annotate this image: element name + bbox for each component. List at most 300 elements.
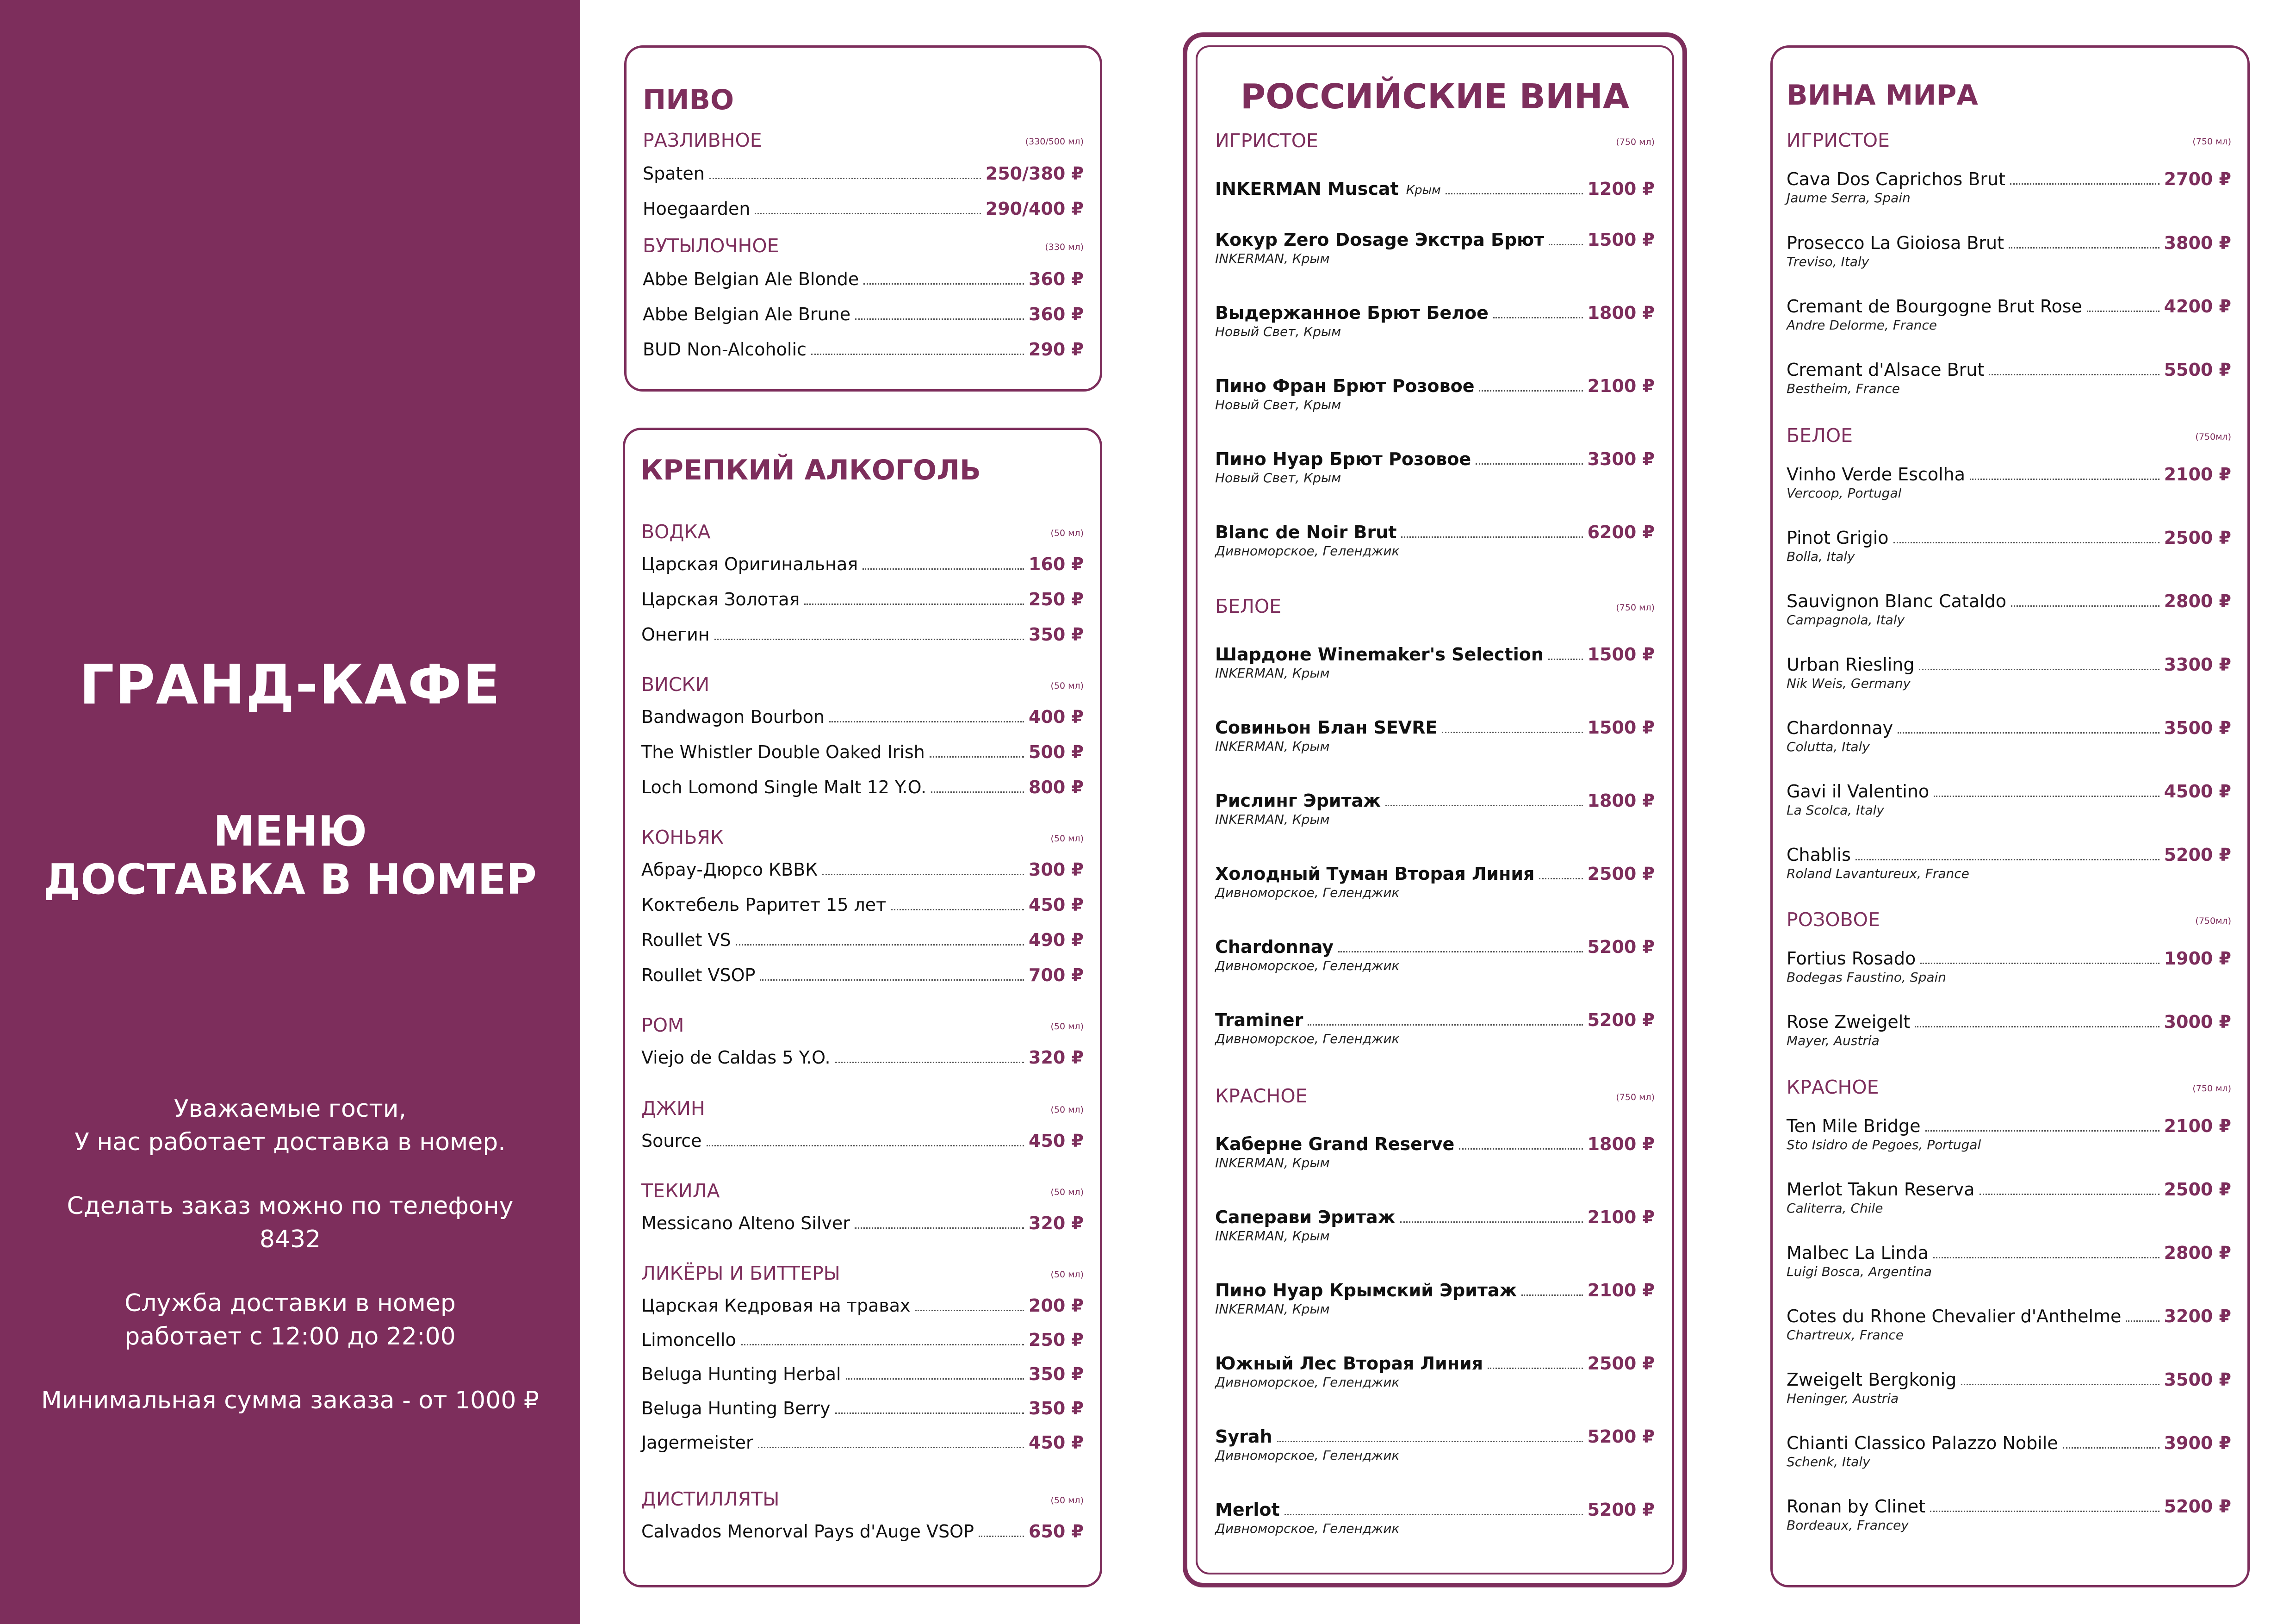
item-price: 2500 ₽ <box>1588 864 1655 884</box>
section-volume: (50 мл) <box>1050 1105 1084 1115</box>
item-price: 1500 ₽ <box>1588 230 1655 250</box>
item-origin: Bolla, Italy <box>1787 549 1855 564</box>
dot-leader <box>1521 1294 1582 1296</box>
menu-item <box>1787 169 2231 205</box>
item-price: 5200 ₽ <box>2164 1496 2231 1517</box>
dot-leader <box>1989 374 2159 375</box>
menu-item <box>1787 1179 2231 1216</box>
menu-item <box>641 624 1084 652</box>
delivery-notice <box>0 1092 580 1448</box>
dot-leader <box>1919 669 2159 670</box>
dot-leader <box>1479 390 1582 392</box>
item-price: 200 ₽ <box>1029 1295 1084 1316</box>
menu-item <box>1215 179 1655 206</box>
item-price: 350 ₽ <box>1029 624 1084 645</box>
dot-leader <box>1446 193 1583 194</box>
spirits-panel <box>623 428 1102 1587</box>
item-price: 2100 ₽ <box>2164 1116 2231 1136</box>
item-name: Abbe Belgian Ale Blonde <box>643 269 859 289</box>
section-name: БЕЛОЕ <box>1787 424 1853 447</box>
russian-wines-panel <box>1183 32 1687 1587</box>
menu-item <box>1787 1012 2231 1048</box>
menu-item <box>1215 230 1655 266</box>
notice-line: Уважаемые гости, <box>174 1095 407 1123</box>
menu-item <box>641 1330 1084 1357</box>
section-volume: (50 мл) <box>1050 834 1084 844</box>
section-header <box>641 1488 1084 1510</box>
item-price: 450 ₽ <box>1029 1432 1084 1453</box>
menu-item <box>1787 360 2231 396</box>
menu-item <box>1787 781 2231 818</box>
section-volume: (750мл) <box>2195 432 2231 442</box>
item-price: 400 ₽ <box>1029 707 1084 727</box>
dot-leader <box>855 318 1024 320</box>
menu-item <box>1787 1496 2231 1533</box>
item-price: 1500 ₽ <box>1588 717 1655 738</box>
dot-leader <box>2063 1447 2159 1449</box>
section-volume: (750 мл) <box>2192 137 2231 147</box>
menu-item <box>1215 717 1655 754</box>
item-name: Limoncello <box>641 1330 736 1350</box>
section-name: ЛИКЁРЫ И БИТТЕРЫ <box>641 1262 840 1284</box>
item-name: Рислинг Эритаж <box>1215 790 1381 811</box>
brand-subtitle-line-1: МЕНЮ <box>213 807 367 856</box>
item-origin: INKERMAN, Крым <box>1215 812 1330 827</box>
notice-paragraph-hours <box>0 1287 580 1353</box>
item-name: Loch Lomond Single Malt 12 Y.O. <box>641 777 927 797</box>
brand-title: ГРАНД-КАФЕ <box>79 653 501 716</box>
item-name: Hoegaarden <box>643 199 751 219</box>
menu-item <box>1215 449 1655 485</box>
item-name: Ten Mile Bridge <box>1787 1116 1921 1136</box>
item-name: Царская Оригинальная <box>641 554 858 574</box>
item-name: Gavi il Valentino <box>1787 781 1930 802</box>
item-name: Abbe Belgian Ale Brune <box>643 304 851 324</box>
item-origin: INKERMAN, Крым <box>1215 1301 1330 1317</box>
section-header <box>641 826 1084 848</box>
menu-item <box>643 304 1084 332</box>
notice-line: Сделать заказ можно по телефону <box>67 1192 514 1220</box>
item-price: 490 ₽ <box>1029 930 1084 950</box>
item-name: Холодный Туман Вторая Линия <box>1215 864 1535 884</box>
section-header <box>1215 595 1655 617</box>
item-name: Urban Riesling <box>1787 654 1915 675</box>
dot-leader <box>835 1412 1024 1414</box>
notice-line: Минимальная сумма заказа - от 1000 ₽ <box>41 1387 540 1414</box>
notice-line: работает с 12:00 до 22:00 <box>124 1323 456 1350</box>
dot-leader <box>846 1378 1024 1380</box>
item-name: BUD Non-Alcoholic <box>643 339 807 360</box>
menu-item <box>641 1295 1084 1323</box>
item-price: 3000 ₽ <box>2164 1012 2231 1032</box>
item-name: Cava Dos Caprichos Brut <box>1787 169 2005 189</box>
menu-item <box>1215 790 1655 827</box>
section-header <box>641 1097 1084 1120</box>
menu-item <box>1215 1426 1655 1463</box>
item-origin: Nik Weis, Germany <box>1787 676 1911 691</box>
dot-leader <box>822 874 1024 875</box>
item-price: 2100 ₽ <box>1588 1207 1655 1227</box>
item-price: 320 ₽ <box>1029 1047 1084 1068</box>
item-name: Cotes du Rhone Chevalier d'Anthelme <box>1787 1306 2122 1326</box>
menu-item <box>1215 1010 1655 1046</box>
item-name: Cremant d'Alsace Brut <box>1787 360 1985 380</box>
dot-leader <box>1980 1194 2159 1195</box>
item-origin: Caliterra, Chile <box>1787 1201 1883 1216</box>
item-origin: Дивноморское, Геленджик <box>1215 1375 1400 1390</box>
item-name: Абрау-Дюрсо КВВК <box>641 859 818 880</box>
item-price: 3800 ₽ <box>2164 233 2231 253</box>
item-origin: Chartreux, France <box>1787 1327 1904 1343</box>
menu-item <box>1215 1207 1655 1244</box>
section-volume: (50 мл) <box>1050 1269 1084 1280</box>
dot-leader <box>714 639 1024 640</box>
dot-leader <box>915 1310 1024 1311</box>
menu-item <box>1215 522 1655 559</box>
dot-leader <box>1548 659 1583 660</box>
section-header <box>641 673 1084 696</box>
item-origin: Bodegas Faustino, Spain <box>1787 970 1947 985</box>
section-name: ТЕКИЛА <box>641 1180 720 1202</box>
dot-leader <box>931 791 1024 793</box>
item-price: 1500 ₽ <box>1588 644 1655 665</box>
item-price: 3500 ₽ <box>2164 718 2231 738</box>
item-price: 5200 ₽ <box>1588 1010 1655 1030</box>
item-name: Chablis <box>1787 845 1851 865</box>
section-volume: (330 мл) <box>1045 242 1084 252</box>
section-volume: (750 мл) <box>1616 603 1655 613</box>
menu-item <box>1787 654 2231 691</box>
item-price: 700 ₽ <box>1029 965 1084 985</box>
item-price: 290/400 ₽ <box>986 199 1084 219</box>
menu-item <box>1215 864 1655 900</box>
brand-subtitle <box>0 808 580 904</box>
item-price: 500 ₽ <box>1029 742 1084 762</box>
section-header <box>641 1262 1084 1284</box>
dot-leader <box>1308 1024 1582 1026</box>
section-header <box>641 521 1084 543</box>
section-name: КРАСНОЕ <box>1215 1085 1308 1107</box>
dot-leader <box>863 568 1024 570</box>
item-price: 2500 ₽ <box>2164 528 2231 548</box>
item-name: Пино Нуар Брют Розовое <box>1215 449 1471 469</box>
menu-item <box>1787 296 2231 333</box>
section-name: БЕЛОЕ <box>1215 595 1282 617</box>
dot-leader <box>1442 732 1582 733</box>
section-volume: (750 мл) <box>1616 1092 1655 1102</box>
dot-leader <box>1970 479 2159 480</box>
item-price: 3500 ₽ <box>2164 1369 2231 1390</box>
item-name: Roullet VSOP <box>641 965 756 985</box>
menu-item <box>1215 1134 1655 1170</box>
item-name: Cremant de Bourgogne Brut Rose <box>1787 296 2082 317</box>
section-volume: (50 мл) <box>1050 1495 1084 1506</box>
item-origin: INKERMAN, Крым <box>1215 1155 1330 1170</box>
item-price: 5200 ₽ <box>1588 1426 1655 1447</box>
menu-item <box>1787 1243 2231 1279</box>
section-header <box>641 1180 1084 1202</box>
menu-item <box>641 1521 1084 1549</box>
item-origin: Новый Свет, Крым <box>1215 397 1341 412</box>
item-origin: Roland Lavantureux, France <box>1787 866 1969 881</box>
menu-item <box>1215 937 1655 973</box>
beer-panel <box>624 45 1102 392</box>
menu-item <box>1787 233 2231 269</box>
item-price: 650 ₽ <box>1029 1521 1084 1542</box>
dot-leader <box>2087 311 2159 312</box>
section-header <box>1215 1085 1655 1107</box>
brand-subtitle-line-2: ДОСТАВКА В НОМЕР <box>43 855 537 904</box>
item-name: Царская Кедровая на травах <box>641 1295 911 1316</box>
dot-leader <box>1915 1026 2159 1027</box>
item-name: Syrah <box>1215 1426 1272 1447</box>
dot-leader <box>804 604 1024 605</box>
item-price: 2500 ₽ <box>1588 1353 1655 1374</box>
item-name: Source <box>641 1131 702 1151</box>
item-origin: Vercoop, Portugal <box>1787 485 1902 501</box>
item-origin: Colutta, Italy <box>1787 739 1870 754</box>
dot-leader <box>760 979 1024 981</box>
section-volume: (330/500 мл) <box>1025 137 1084 147</box>
item-origin: Campagnola, Italy <box>1787 612 1905 628</box>
section-volume: (50 мл) <box>1050 681 1084 691</box>
item-price: 160 ₽ <box>1029 554 1084 574</box>
item-origin: Bestheim, France <box>1787 381 1900 396</box>
item-origin: Дивноморское, Геленджик <box>1215 1521 1400 1536</box>
dot-leader <box>1488 1368 1583 1369</box>
item-name: Beluga Hunting Berry <box>641 1398 831 1419</box>
item-origin: Дивноморское, Геленджик <box>1215 885 1400 900</box>
item-price: 2100 ₽ <box>1588 1280 1655 1300</box>
item-name: Bandwagon Bourbon <box>641 707 825 727</box>
item-name: Vinho Verde Escolha <box>1787 464 1966 485</box>
item-name: Пино Фран Брют Розовое <box>1215 376 1475 396</box>
item-name: Rose Zweigelt <box>1787 1012 1911 1032</box>
item-price: 2100 ₽ <box>2164 464 2231 485</box>
menu-item <box>1787 845 2231 881</box>
item-origin: Новый Свет, Крым <box>1215 324 1341 339</box>
item-price: 1900 ₽ <box>2164 948 2231 969</box>
item-name: Коктебель Раритет 15 лет <box>641 895 887 915</box>
dot-leader <box>1401 536 1582 538</box>
item-price: 3200 ₽ <box>2164 1306 2231 1326</box>
dot-leader <box>811 354 1024 355</box>
item-price: 5200 ₽ <box>1588 937 1655 957</box>
item-price: 250 ₽ <box>1029 1330 1084 1350</box>
dot-leader <box>1925 1130 2159 1132</box>
dot-leader <box>2010 183 2159 185</box>
item-price: 450 ₽ <box>1029 1131 1084 1151</box>
notice-paragraph-minimum <box>0 1384 580 1417</box>
dot-leader <box>707 1145 1024 1146</box>
item-price: 5200 ₽ <box>1588 1500 1655 1520</box>
item-origin: INKERMAN, Крым <box>1215 739 1330 754</box>
item-name: Roullet VS <box>641 930 731 950</box>
item-name: Merlot <box>1215 1500 1280 1520</box>
menu-item <box>1787 1116 2231 1152</box>
menu-item <box>641 965 1084 993</box>
item-price: 320 ₽ <box>1029 1213 1084 1233</box>
item-price: 4500 ₽ <box>2164 781 2231 802</box>
item-price: 360 ₽ <box>1029 269 1084 289</box>
item-name: Zweigelt Bergkonig <box>1787 1369 1957 1390</box>
dot-leader <box>1930 1511 2159 1512</box>
item-price: 2700 ₽ <box>2164 169 2231 189</box>
dot-leader <box>1920 963 2159 964</box>
item-price: 250 ₽ <box>1029 589 1084 610</box>
menu-item <box>1787 948 2231 985</box>
dot-leader <box>891 909 1024 910</box>
section-header <box>641 1014 1084 1036</box>
dot-leader <box>741 1344 1024 1345</box>
item-name: Calvados Menorval Pays d'Auge VSOP <box>641 1521 974 1542</box>
section-name: РОМ <box>641 1014 684 1036</box>
panel-title: КРЕПКИЙ АЛКОГОЛЬ <box>640 454 981 486</box>
section-volume: (50 мл) <box>1050 528 1084 538</box>
dot-leader <box>709 178 981 179</box>
notice-paragraph-greeting <box>0 1092 580 1159</box>
section-name: КРАСНОЕ <box>1787 1076 1879 1098</box>
item-name: Jagermeister <box>641 1432 753 1453</box>
item-origin: Крым <box>1406 183 1441 197</box>
item-origin: Дивноморское, Геленджик <box>1215 1031 1400 1046</box>
menu-item <box>641 554 1084 582</box>
section-header <box>643 235 1084 257</box>
section-name: РАЗЛИВНОЕ <box>643 129 762 151</box>
item-name: Blanc de Noir Brut <box>1215 522 1397 542</box>
dot-leader <box>1277 1441 1583 1442</box>
item-name: Prosecco La Gioiosa Brut <box>1787 233 2004 253</box>
dot-leader <box>855 1227 1024 1229</box>
item-origin: Дивноморское, Геленджик <box>1215 1448 1400 1463</box>
menu-item <box>1787 464 2231 501</box>
section-volume: (750мл) <box>2195 916 2231 926</box>
menu-item <box>1215 1280 1655 1317</box>
item-price: 350 ₽ <box>1029 1398 1084 1419</box>
menu-item <box>641 1364 1084 1392</box>
item-name: Онегин <box>641 624 710 645</box>
item-price: 3300 ₽ <box>2164 654 2231 675</box>
section-header <box>643 129 1084 151</box>
item-name: Spaten <box>643 163 705 184</box>
panel-title: ВИНА МИРА <box>1787 79 1978 112</box>
section-name: БУТЫЛОЧНОЕ <box>643 235 779 257</box>
item-price: 360 ₽ <box>1029 304 1084 324</box>
item-name: Chardonnay <box>1215 937 1334 957</box>
section-name: ДИСТИЛЛЯТЫ <box>641 1488 780 1510</box>
section-name: ДЖИН <box>641 1097 705 1120</box>
menu-item <box>641 1213 1084 1241</box>
item-name: Pinot Grigio <box>1787 528 1889 548</box>
panel-title: ПИВО <box>643 84 734 116</box>
item-name: Traminer <box>1215 1010 1303 1030</box>
item-price: 2800 ₽ <box>2164 591 2231 611</box>
dot-leader <box>1934 796 2159 797</box>
item-name: Malbec La Linda <box>1787 1243 1929 1263</box>
item-price: 450 ₽ <box>1029 895 1084 915</box>
menu-item <box>641 1432 1084 1460</box>
item-origin: Luigi Bosca, Argentina <box>1787 1264 1932 1279</box>
item-name: Chardonnay <box>1787 718 1893 738</box>
dot-leader <box>930 756 1024 758</box>
item-price: 2800 ₽ <box>2164 1243 2231 1263</box>
menu-item <box>1215 376 1655 412</box>
item-origin: INKERMAN, Крым <box>1215 251 1330 266</box>
dot-leader <box>1539 878 1582 879</box>
menu-item <box>1215 644 1655 681</box>
item-name: Beluga Hunting Herbal <box>641 1364 841 1384</box>
section-name: ИГРИСТОЕ <box>1787 129 1890 151</box>
item-price: 1800 ₽ <box>1588 1134 1655 1154</box>
menu-item <box>641 707 1084 734</box>
item-origin: Schenk, Italy <box>1787 1454 1870 1469</box>
item-name: Ronan by Clinet <box>1787 1496 1926 1517</box>
section-volume: (50 мл) <box>1050 1021 1084 1032</box>
item-price: 3300 ₽ <box>1588 449 1655 469</box>
menu-item <box>643 163 1084 191</box>
item-name: INKERMAN Muscat <box>1215 179 1399 199</box>
item-price: 6200 ₽ <box>1588 522 1655 542</box>
item-name: Merlot Takun Reserva <box>1787 1179 1975 1200</box>
item-name: Sauvignon Blanc Cataldo <box>1787 591 2007 611</box>
menu-item <box>643 199 1084 226</box>
menu-item <box>641 1047 1084 1075</box>
item-origin: Дивноморское, Геленджик <box>1215 958 1400 973</box>
item-origin: Jaume Serra, Spain <box>1787 190 1911 205</box>
dot-leader <box>1961 1384 2159 1385</box>
dot-leader <box>1898 732 2159 734</box>
section-header <box>1787 1076 2231 1098</box>
item-name: Царская Золотая <box>641 589 800 610</box>
dot-leader <box>829 721 1024 722</box>
section-header <box>1787 424 2231 447</box>
dot-leader <box>1493 317 1583 318</box>
dot-leader <box>2011 605 2159 607</box>
section-header <box>1787 129 2231 151</box>
section-volume: (750 мл) <box>2192 1083 2231 1094</box>
item-name: Viejo de Caldas 5 Y.O. <box>641 1047 831 1068</box>
item-price: 250/380 ₽ <box>986 163 1084 184</box>
section-volume: (50 мл) <box>1050 1187 1084 1197</box>
item-origin: INKERMAN, Крым <box>1215 1228 1330 1244</box>
phone-number[interactable]: 8432 <box>259 1226 321 1253</box>
menu-item <box>641 742 1084 770</box>
item-name: Fortius Rosado <box>1787 948 1916 969</box>
menu-item <box>1215 1353 1655 1390</box>
menu-item <box>641 1398 1084 1426</box>
item-price: 5200 ₽ <box>2164 845 2231 865</box>
item-name: Кокур Zero Dosage Экстра Брют <box>1215 230 1545 250</box>
section-header <box>1787 908 2231 931</box>
menu-item <box>641 589 1084 617</box>
item-origin: La Scolca, Italy <box>1787 803 1884 818</box>
dot-leader <box>1400 1221 1583 1223</box>
section-name: КОНЬЯК <box>641 826 724 848</box>
item-price: 1800 ₽ <box>1588 790 1655 811</box>
item-price: 4200 ₽ <box>2164 296 2231 317</box>
item-name: Пино Нуар Крымский Эритаж <box>1215 1280 1517 1300</box>
dot-leader <box>1893 542 2159 543</box>
section-volume: (750 мл) <box>1616 137 1655 147</box>
section-name: ИГРИСТОЕ <box>1215 130 1318 152</box>
item-price: 800 ₽ <box>1029 777 1084 797</box>
menu-item <box>641 777 1084 805</box>
dot-leader <box>755 213 980 214</box>
menu-item <box>1787 1369 2231 1406</box>
section-name: ВОДКА <box>641 521 711 543</box>
item-name: Messicano Alteno Silver <box>641 1213 850 1233</box>
menu-item <box>1215 303 1655 339</box>
